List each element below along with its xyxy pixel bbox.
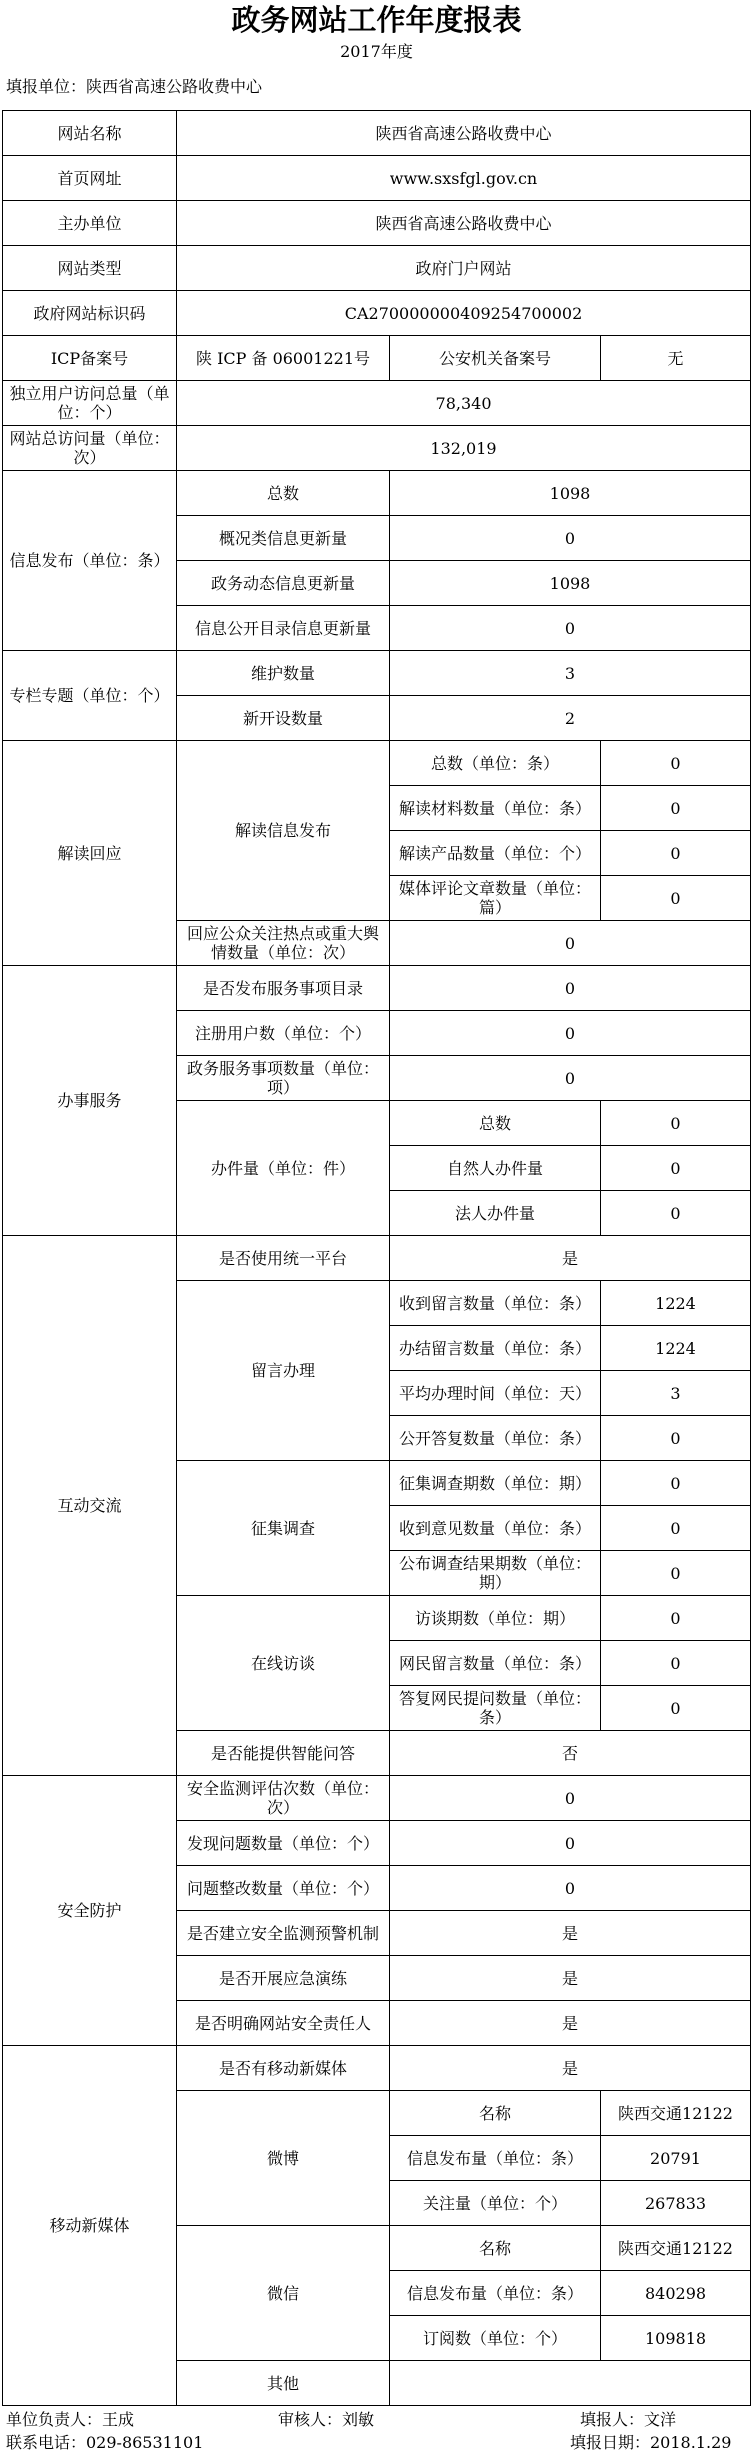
column-maintain-label: 维护数量 xyxy=(177,651,390,696)
weibo-posts-label: 信息发布量（单位：条） xyxy=(390,2136,601,2181)
column-section-label: 专栏专题（单位：个） xyxy=(3,651,177,741)
interact-result-label: 公布调查结果期数（单位：期） xyxy=(390,1551,601,1596)
table-row xyxy=(3,651,751,696)
interact-interview-label: 在线访谈 xyxy=(177,1596,390,1731)
info-news-value: 1098 xyxy=(390,561,751,606)
footer-phone: 联系电话：029-86531101 xyxy=(6,2433,204,2452)
service-items-label: 政务服务事项数量（单位：项） xyxy=(177,1056,390,1101)
homepage-label: 首页网址 xyxy=(3,156,177,201)
info-section-label: 信息发布（单位：条） xyxy=(3,471,177,651)
security-monitor-label: 安全监测评估次数（单位：次） xyxy=(177,1776,390,1821)
weibo-name-value: 陕西交通12122 xyxy=(601,2091,751,2136)
service-catalog-value: 0 xyxy=(390,966,751,1011)
info-open-label: 信息公开目录信息更新量 xyxy=(177,606,390,651)
interact-done-value: 1224 xyxy=(601,1326,751,1371)
table-row xyxy=(3,2046,751,2091)
info-overview-value: 0 xyxy=(390,516,751,561)
service-cases-total-value: 0 xyxy=(601,1101,751,1146)
interact-message-label: 留言办理 xyxy=(177,1281,390,1461)
footer-leader: 单位负责人：王成 xyxy=(6,2410,135,2429)
site-type-label: 网站类型 xyxy=(3,246,177,291)
wechat-posts-value: 840298 xyxy=(601,2271,751,2316)
info-open-value: 0 xyxy=(390,606,751,651)
weibo-followers-value: 267833 xyxy=(601,2181,751,2226)
report-unit: 填报单位：陕西省高速公路收费中心 xyxy=(6,77,263,96)
interpret-material-value: 0 xyxy=(601,786,751,831)
mobile-other-label: 其他 xyxy=(177,2361,390,2406)
mobile-has-label: 是否有移动新媒体 xyxy=(177,2046,390,2091)
table-row xyxy=(3,966,751,1011)
footer-reviewer: 审核人：刘敏 xyxy=(278,2410,375,2429)
weibo-posts-value: 20791 xyxy=(601,2136,751,2181)
visits-label: 网站总访问量（单位：次） xyxy=(3,426,177,471)
security-issues-label: 发现问题数量（单位：个） xyxy=(177,1821,390,1866)
interact-section-label: 互动交流 xyxy=(3,1236,177,1776)
table-row xyxy=(3,1236,751,1281)
interpret-product-value: 0 xyxy=(601,831,751,876)
table-row xyxy=(3,471,751,516)
footer-date: 填报日期：2018.1.29 xyxy=(570,2433,732,2452)
weibo-label: 微博 xyxy=(177,2091,390,2226)
gov-id-label: 政府网站标识码 xyxy=(3,291,177,336)
table-row xyxy=(3,426,751,471)
host-label: 主办单位 xyxy=(3,201,177,246)
security-owner-label: 是否明确网站安全责任人 xyxy=(177,2001,390,2046)
interact-opinions-value: 0 xyxy=(601,1506,751,1551)
security-drill-value: 是 xyxy=(390,1956,751,2001)
table-row xyxy=(3,111,751,156)
security-section-label: 安全防护 xyxy=(3,1776,177,2046)
interact-smart-label: 是否能提供智能问答 xyxy=(177,1731,390,1776)
mobile-other-value xyxy=(390,2361,751,2406)
interpret-material-label: 解读材料数量（单位：条） xyxy=(390,786,601,831)
weibo-name-label: 名称 xyxy=(390,2091,601,2136)
gov-id-value: CA270000000409254700002 xyxy=(177,291,751,336)
service-legal-label: 法人办件量 xyxy=(390,1191,601,1236)
wechat-label: 微信 xyxy=(177,2226,390,2361)
report-table xyxy=(2,110,751,2406)
interact-platform-value: 是 xyxy=(390,1236,751,1281)
visitors-label: 独立用户访问总量（单位：个） xyxy=(3,381,177,426)
interpret-media-label: 媒体评论文章数量（单位：篇） xyxy=(390,876,601,921)
interact-smart-value: 否 xyxy=(390,1731,751,1776)
security-fixed-label: 问题整改数量（单位：个） xyxy=(177,1866,390,1911)
service-section-label: 办事服务 xyxy=(3,966,177,1236)
wechat-name-label: 名称 xyxy=(390,2226,601,2271)
weibo-followers-label: 关注量（单位：个） xyxy=(390,2181,601,2226)
interact-survey-label: 征集调查 xyxy=(177,1461,390,1596)
interact-done-label: 办结留言数量（单位：条） xyxy=(390,1326,601,1371)
security-issues-value: 0 xyxy=(390,1821,751,1866)
interact-answer-value: 0 xyxy=(601,1686,751,1731)
icp-label: ICP备案号 xyxy=(3,336,177,381)
mobile-section-label: 移动新媒体 xyxy=(3,2046,177,2406)
interact-public-reply-value: 0 xyxy=(601,1416,751,1461)
table-row xyxy=(3,246,751,291)
table-row xyxy=(3,381,751,426)
table-row xyxy=(3,741,751,786)
security-drill-label: 是否开展应急演练 xyxy=(177,1956,390,2001)
service-cases-total-label: 总数 xyxy=(390,1101,601,1146)
police-value: 无 xyxy=(601,336,751,381)
column-maintain-value: 3 xyxy=(390,651,751,696)
interpret-total-value: 0 xyxy=(601,741,751,786)
wechat-subs-label: 订阅数（单位：个） xyxy=(390,2316,601,2361)
service-users-value: 0 xyxy=(390,1011,751,1056)
interact-netizen-label: 网民留言数量（单位：条） xyxy=(390,1641,601,1686)
interpret-total-label: 总数（单位：条） xyxy=(390,741,601,786)
visitors-value: 78,340 xyxy=(177,381,751,426)
site-type-value: 政府门户网站 xyxy=(177,246,751,291)
info-total-label: 总数 xyxy=(177,471,390,516)
service-users-label: 注册用户数（单位：个） xyxy=(177,1011,390,1056)
interpret-response-label: 回应公众关注热点或重大舆情数量（单位：次） xyxy=(177,921,390,966)
interact-received-label: 收到留言数量（单位：条） xyxy=(390,1281,601,1326)
info-news-label: 政务动态信息更新量 xyxy=(177,561,390,606)
homepage-value: www.sxsfgl.gov.cn xyxy=(177,156,751,201)
police-label: 公安机关备案号 xyxy=(390,336,601,381)
table-row xyxy=(3,156,751,201)
interact-public-reply-label: 公开答复数量（单位：条） xyxy=(390,1416,601,1461)
interact-netizen-value: 0 xyxy=(601,1641,751,1686)
interact-survey-periods-label: 征集调查期数（单位：期） xyxy=(390,1461,601,1506)
security-warning-label: 是否建立安全监测预警机制 xyxy=(177,1911,390,1956)
interpret-response-value: 0 xyxy=(390,921,751,966)
mobile-has-value: 是 xyxy=(390,2046,751,2091)
page-title: 政务网站工作年度报表 xyxy=(231,3,522,37)
wechat-subs-value: 109818 xyxy=(601,2316,751,2361)
service-natural-value: 0 xyxy=(601,1146,751,1191)
interact-opinions-label: 收到意见数量（单位：条） xyxy=(390,1506,601,1551)
wechat-name-value: 陕西交通12122 xyxy=(601,2226,751,2271)
column-new-label: 新开设数量 xyxy=(177,696,390,741)
visits-value: 132,019 xyxy=(177,426,751,471)
table-row xyxy=(3,336,751,381)
service-legal-value: 0 xyxy=(601,1191,751,1236)
interpret-section-label: 解读回应 xyxy=(3,741,177,966)
site-name-label: 网站名称 xyxy=(3,111,177,156)
report-year: 2017年度 xyxy=(340,42,413,61)
security-warning-value: 是 xyxy=(390,1911,751,1956)
interpret-media-value: 0 xyxy=(601,876,751,921)
interact-avg-value: 3 xyxy=(601,1371,751,1416)
interact-platform-label: 是否使用统一平台 xyxy=(177,1236,390,1281)
service-cases-label: 办件量（单位：件） xyxy=(177,1101,390,1236)
interact-interview-periods-value: 0 xyxy=(601,1596,751,1641)
info-overview-label: 概况类信息更新量 xyxy=(177,516,390,561)
interact-survey-periods-value: 0 xyxy=(601,1461,751,1506)
table-row xyxy=(3,1776,751,1821)
column-new-value: 2 xyxy=(390,696,751,741)
interact-interview-periods-label: 访谈期数（单位：期） xyxy=(390,1596,601,1641)
interact-avg-label: 平均办理时间（单位：天） xyxy=(390,1371,601,1416)
interact-received-value: 1224 xyxy=(601,1281,751,1326)
service-natural-label: 自然人办件量 xyxy=(390,1146,601,1191)
security-owner-value: 是 xyxy=(390,2001,751,2046)
service-items-value: 0 xyxy=(390,1056,751,1101)
service-catalog-label: 是否发布服务事项目录 xyxy=(177,966,390,1011)
footer-filler: 填报人：文洋 xyxy=(580,2410,677,2429)
info-total-value: 1098 xyxy=(390,471,751,516)
security-fixed-value: 0 xyxy=(390,1866,751,1911)
wechat-posts-label: 信息发布量（单位：条） xyxy=(390,2271,601,2316)
interpret-publish-label: 解读信息发布 xyxy=(177,741,390,921)
table-row xyxy=(3,291,751,336)
icp-value: 陕 ICP 备 06001221号 xyxy=(177,336,390,381)
site-name-value: 陕西省高速公路收费中心 xyxy=(177,111,751,156)
interact-answer-label: 答复网民提问数量（单位：条） xyxy=(390,1686,601,1731)
host-value: 陕西省高速公路收费中心 xyxy=(177,201,751,246)
security-monitor-value: 0 xyxy=(390,1776,751,1821)
interact-result-value: 0 xyxy=(601,1551,751,1596)
interpret-product-label: 解读产品数量（单位：个） xyxy=(390,831,601,876)
table-row xyxy=(3,201,751,246)
